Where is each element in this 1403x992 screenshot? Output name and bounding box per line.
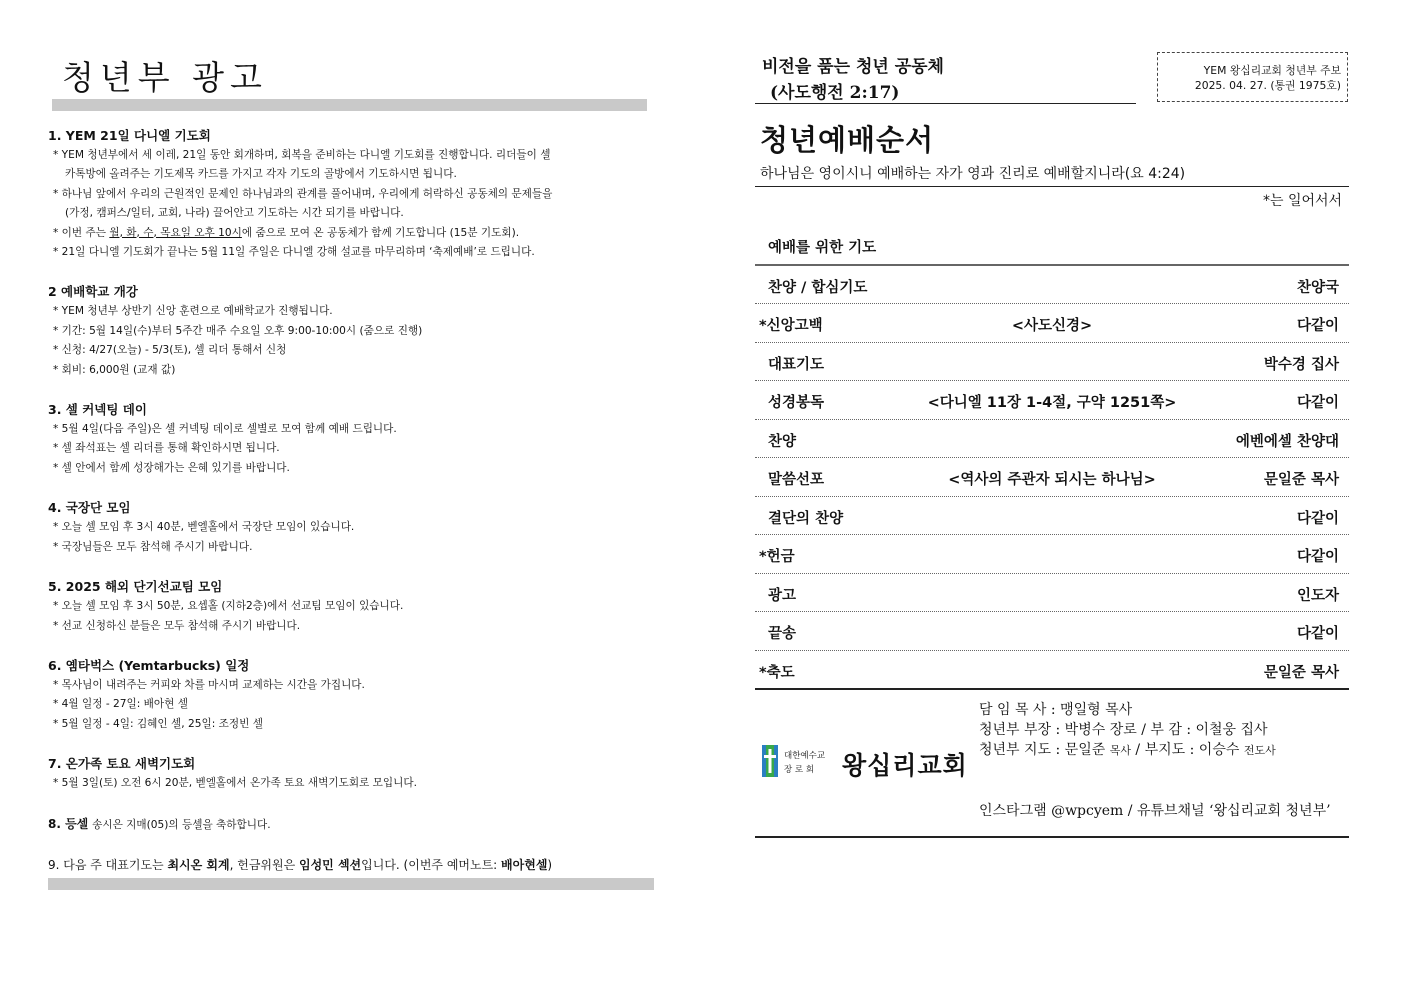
announcement-line: * 회비: 6,000원 (교재 값) (53, 363, 176, 376)
note-cell: 배아현셀 (501, 857, 548, 872)
announcement-title: 3. 셀 커넥팅 데이 (48, 402, 147, 418)
order-leader: 다같이 (1296, 626, 1339, 642)
order-item: 대표기도 (768, 356, 825, 373)
announcement-line: * 국장님들은 모두 참석해 주시기 바랍니다. (53, 540, 253, 553)
announcement-title: 6. 옘타벅스 (Yemtarbucks) 일정 (48, 657, 250, 673)
page-title: 청년부 광고 (62, 58, 268, 97)
announcement-line: * 셀 좌석표는 셀 리더를 통해 확인하시면 됩니다. (53, 442, 280, 455)
order-item: 성경봉독 (768, 395, 825, 411)
announcement-line: * 21일 다니엘 기도회가 끝나는 5월 11일 주일은 다니엘 강해 설교를 마무리하며 ‘축제예배’로 드립니다. (53, 246, 535, 259)
announcement-line: * 오늘 셀 모임 후 3시 50분, 요셉홀 (지하2층)에서 선교팀 모임이 있습니다. (53, 600, 404, 613)
guidance-title1: 목사 (1109, 744, 1131, 757)
guidance-main: 청년부 지도 : 문일준 (979, 742, 1110, 758)
announcement-line: * 4월 일정 - 27일: 배아현 셀 (53, 698, 188, 711)
announcement-line: * 셀 안에서 함께 성장해가는 은혜 있기를 바랍니다. (53, 461, 290, 474)
announcement-8 (48, 814, 658, 835)
order-row (755, 574, 1349, 613)
text-prefix: * 이번 주는 (53, 226, 110, 239)
announcement-1 (48, 126, 658, 262)
vision-title: 비전을 품는 청년 공동체 (762, 57, 944, 77)
announcement-title: 1. YEM 21일 다니엘 기도회 (48, 128, 211, 143)
divider-bar-top (52, 99, 647, 111)
standing-note: *는 일어서서 (1263, 193, 1343, 209)
guidance-mid: / 부지도 : 이승수 (1130, 742, 1244, 758)
announcement-2 (48, 282, 658, 380)
order-leader: 다같이 (1296, 318, 1339, 334)
offering-team: 임성민 섹션 (299, 857, 362, 872)
senior-pastor: 담 임 목 사 : 맹일형 목사 (979, 702, 1133, 718)
announcement-line-underlined (48, 224, 658, 243)
prayer-leader: 최시온 회계 (167, 857, 230, 872)
staff-info (979, 700, 1276, 761)
order-leader: 다같이 (1296, 395, 1339, 411)
text-suffix: 에 줌으로 모여 온 공동체가 함께 기도합니다 (15분 기도회). (241, 226, 520, 239)
text-mid: , 헌금위원은 (229, 857, 299, 872)
order-leader: 인도자 (1296, 587, 1339, 604)
announcement-4 (48, 498, 658, 557)
announcement-line: * YEM 청년부 상반기 신앙 훈련으로 예배학교가 진행됩니다. (53, 305, 333, 318)
guidance-title2: 전도사 (1243, 744, 1276, 757)
text-suffix: ) (547, 857, 553, 872)
announcement-line: * 오늘 셀 모임 후 3시 40분, 벧엘홀에서 국장단 모임이 있습니다. (53, 521, 355, 534)
issue-date: 2025. 04. 27. (통권 1975호) (1194, 79, 1341, 92)
underlined-schedule: 월, 화, 수, 목요일 오후 10시 (109, 226, 242, 239)
order-item: *축도 (759, 664, 795, 681)
announcement-line: (가정, 캠퍼스/일터, 교회, 나라) 끌어안고 기도하는 시간 되기를 바랍니다. (65, 207, 404, 220)
order-leader: 찬양국 (1296, 279, 1339, 296)
announcement-line: * 기간: 5월 14일(수)부터 5주간 매주 수요일 오후 9:00-10:00시 (줌으로 진행) (53, 324, 423, 337)
order-row (755, 420, 1349, 459)
order-row (755, 343, 1349, 382)
announcement-3 (48, 400, 658, 478)
order-row (755, 266, 1349, 305)
order-item: 말씀선포 (768, 472, 825, 488)
announcement-title: 5. 2025 해외 단기선교팀 모임 (48, 579, 223, 595)
bulletin-name: YEM 왕십리교회 청년부 주보 (1203, 64, 1341, 77)
announcement-line: * 선교 신청하신 분들은 모두 참석해 주시기 바랍니다. (53, 619, 301, 632)
announcement-line: * 5월 4일(다음 주일)은 셀 커넥팅 데이로 셀별로 모여 함께 예배 드립니다. (53, 423, 397, 436)
order-leader: 문일준 목사 (1263, 472, 1339, 488)
order-item: 찬양 / 합심기도 (768, 279, 868, 296)
church-logo-name: 왕십리교회 (842, 751, 968, 780)
issue-info-box (1157, 52, 1348, 102)
announcement-text: 송시은 지매(05)의 등셀을 축하합니다. (92, 818, 271, 831)
order-leader: 다같이 (1296, 510, 1339, 527)
announcement-title: 2 예배학교 개강 (48, 284, 138, 300)
announcement-line: * 5월 일정 - 4일: 김혜인 셀, 25일: 조정빈 셀 (53, 717, 263, 730)
youth-guidance (979, 740, 1276, 761)
order-row (755, 612, 1349, 651)
order-row (755, 381, 1349, 420)
announcement-title: 8. 등셀 (48, 816, 89, 831)
order-leader: 박수경 집사 (1263, 356, 1339, 373)
announcement-title: 4. 국장단 모임 (48, 500, 131, 516)
announcement-list (48, 126, 658, 895)
announcement-line: * 신청: 4/27(오늘) - 5/3(토), 셀 리더 통해서 신청 (53, 344, 287, 357)
social-media-info: 인스타그램 @wpcyem / 유튜브채널 ‘왕십리교회 청년부’ (979, 803, 1331, 819)
worship-order-list (755, 226, 1349, 690)
order-row (755, 304, 1349, 343)
order-detail: <사도신경> (1011, 318, 1093, 334)
order-row (755, 497, 1349, 536)
announcement-5 (48, 577, 658, 636)
text-prefix: 9. 다음 주 대표기도는 (48, 857, 168, 872)
vision-verse-ref: (사도행전 2:17) (770, 83, 900, 103)
order-leader: 다같이 (1296, 549, 1339, 565)
order-item: 광고 (768, 587, 797, 604)
order-detail: <다니엘 11장 1-4절, 구약 1251쪽> (927, 395, 1177, 411)
text-mid2: 입니다. (이번주 예머노트: (361, 857, 502, 872)
announcement-title: 7. 온가족 토요 새벽기도회 (48, 756, 196, 772)
denomination-line2: 장 로 회 (784, 765, 815, 775)
denomination-line1: 대한예수교 (784, 751, 826, 761)
announcement-line: 카톡방에 올려주는 기도제목 카드를 가지고 각자 기도의 골방에서 기도하시면 됩니다. (65, 168, 457, 181)
order-item: 예배를 위한 기도 (768, 240, 877, 256)
divider-bar-bottom (48, 878, 654, 890)
order-leader: 에벤에셀 찬양대 (1235, 433, 1339, 450)
order-row (755, 535, 1349, 574)
worship-order-title: 청년예배순서 (760, 123, 935, 157)
order-detail: <역사의 주관자 되시는 하나님> (948, 472, 1156, 488)
vision-underline (755, 103, 1136, 104)
announcement-6 (48, 656, 658, 734)
announcement-9 (48, 855, 658, 875)
cross-logo-icon (762, 745, 778, 777)
announcement-line: * YEM 청년부에서 세 이레, 21일 동안 회개하며, 회복을 준비하는 다니엘 기도회를 진행합니다. 리더들이 셀 (53, 149, 551, 161)
scripture-verse: 하나님은 영이시니 예배하는 자가 영과 진리로 예배할지니라(요 4:24) (760, 166, 1186, 182)
announcement-line: * 목사님이 내려주는 커피와 차를 마시며 교제하는 시간을 가집니다. (53, 678, 365, 691)
order-row (755, 226, 1349, 266)
order-row (755, 458, 1349, 497)
order-item: *신앙고백 (759, 318, 823, 334)
youth-director: 청년부 부장 : 박병수 장로 / 부 감 : 이철웅 집사 (979, 722, 1268, 738)
order-item: 결단의 찬양 (768, 510, 844, 527)
order-row (755, 651, 1349, 691)
order-item: 끝송 (768, 626, 797, 642)
denomination-label (784, 749, 825, 777)
announcement-line: * 하나님 앞에서 우리의 근원적인 문제인 하나님과의 관계를 풀어내며, 우리에게 허락하신 공동체의 문제들을 (53, 187, 553, 200)
order-item: *헌금 (759, 549, 795, 565)
bottom-divider (755, 836, 1349, 838)
announcement-7 (48, 754, 658, 793)
order-leader: 문일준 목사 (1263, 664, 1339, 681)
vision-heading (762, 54, 944, 106)
order-item: 찬양 (768, 433, 797, 450)
verse-divider (755, 186, 1349, 187)
announcement-line: * 5월 3일(토) 오전 6시 20분, 벧엘홀에서 온가족 토요 새벽기도회로 모입니다. (53, 777, 417, 790)
